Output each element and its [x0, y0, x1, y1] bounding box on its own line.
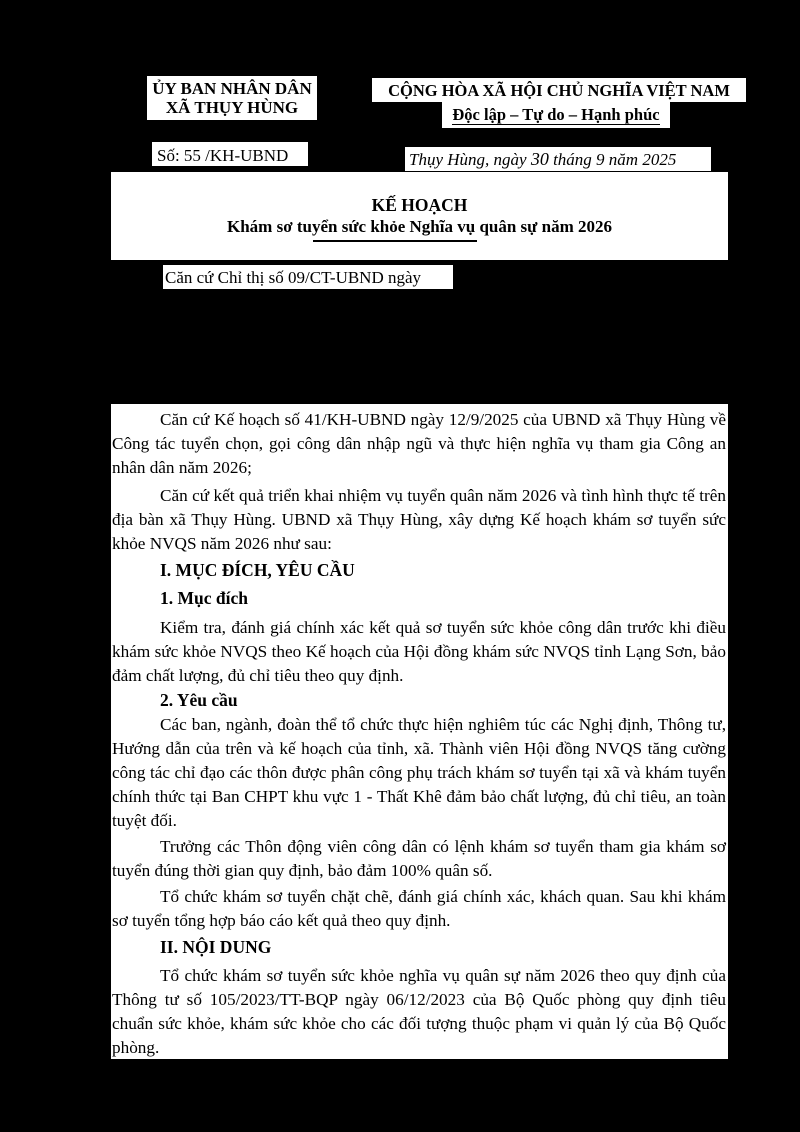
requirements-paragraph-2: Trưởng các Thôn động viên công dân có lệnh khám sơ tuyển tham gia khám sơ tuyển đúng thời gian quy định, bảo đảm 100% quân số.	[112, 837, 726, 880]
basis-paragraph-1: Căn cứ Kế hoạch số 41/KH-UBND ngày 12/9/2025 của UBND xã Thụy Hùng về Công tác tuyển chọn, gọi công dân nhập ngũ và thực hiện nghĩa vụ tham gia Công an nhân dân năm 2026;	[112, 410, 726, 477]
doc-number: Số: 55 /KH-UBND	[157, 146, 289, 165]
national-title: CỘNG HÒA XÃ HỘI CHỦ NGHĨA VIỆT NAM	[388, 81, 730, 100]
place-date-day: 30	[530, 149, 549, 169]
basis-paragraph-2: Căn cứ kết quả triển khai nhiệm vụ tuyển quân năm 2026 và tình hình thực tế trên địa bàn xã Thụy Hùng. UBND xã Thụy Hùng, xây dựng Kế hoạch khám sơ tuyển sức khỏe NVQS năm 2026 như sau:	[112, 486, 726, 553]
agency-name-line2: XÃ THỤY HÙNG	[165, 98, 299, 117]
title-band	[111, 172, 728, 260]
place-date-suffix: tháng 9 năm 2025	[548, 150, 677, 169]
requirements-paragraph-3: Tổ chức khám sơ tuyển chặt chẽ, đánh giá chính xác, khách quan. Sau khi khám sơ tuyển tổng hợp báo cáo kết quả theo quy định.	[112, 887, 726, 930]
section-heading-1: I. MỤC ĐÍCH, YÊU CẦU	[160, 560, 355, 580]
doc-subtitle	[111, 217, 728, 237]
content-paragraph-1: Tổ chức khám sơ tuyển sức khỏe nghĩa vụ quân sự năm 2026 theo quy định của Thông tư số 105/2023/TT-BQP ngày 06/12/2023 của Bộ Quốc phòng quy định tiêu chuẩn sức khỏe, khám sức khỏe cho các đối tượng thuộc phạm vi quản lý của Bộ Quốc phòng.	[112, 966, 726, 1057]
national-motto	[442, 105, 670, 124]
motto-text: Độc lập – Tự do – Hạnh phúc	[452, 105, 660, 124]
place-date	[409, 150, 676, 169]
doc-title: KẾ HOẠCH	[371, 195, 468, 215]
subtitle-underline	[313, 240, 477, 242]
subheading-requirements: 2. Yêu cầu	[160, 690, 238, 710]
section-heading-2: II. NỘI DUNG	[160, 937, 272, 957]
doc-subtitle-text: Khám sơ tuyển sức khỏe Nghĩa vụ quân sự năm 2026	[226, 217, 612, 236]
place-date-prefix: Thụy Hùng, ngày	[409, 150, 531, 169]
subheading-purpose: 1. Mục đích	[160, 588, 248, 608]
purpose-paragraph: Kiểm tra, đánh giá chính xác kết quả sơ tuyển sức khỏe công dân trước khi điều khám sức khỏe NVQS theo Kế hoạch của Hội đồng khám sức NVQS tỉnh Lạng Sơn, bảo đảm chất lượng, đủ chỉ tiêu theo quy định.	[112, 618, 726, 685]
truncated-basis: Căn cứ Chỉ thị số 09/CT-UBND ngày	[165, 268, 422, 287]
requirements-paragraph-1: Các ban, ngành, đoàn thể tổ chức thực hiện nghiêm túc các Nghị định, Thông tư, Hướng dẫn của trên và kế hoạch của tỉnh, xã. Thành viên Hội đồng NVQS tăng cường công tác chỉ đạo các thôn được phân công phụ trách khám sơ tuyển tại xã và khám tuyển chính thức tại Ban CHPT khu vực 1 - Thất Khê đảm bảo chất lượng, đủ chỉ tiêu, an toàn tuyệt đối.	[112, 715, 726, 830]
agency-name-line1: ỦY BAN NHÂN DÂN	[152, 79, 312, 98]
